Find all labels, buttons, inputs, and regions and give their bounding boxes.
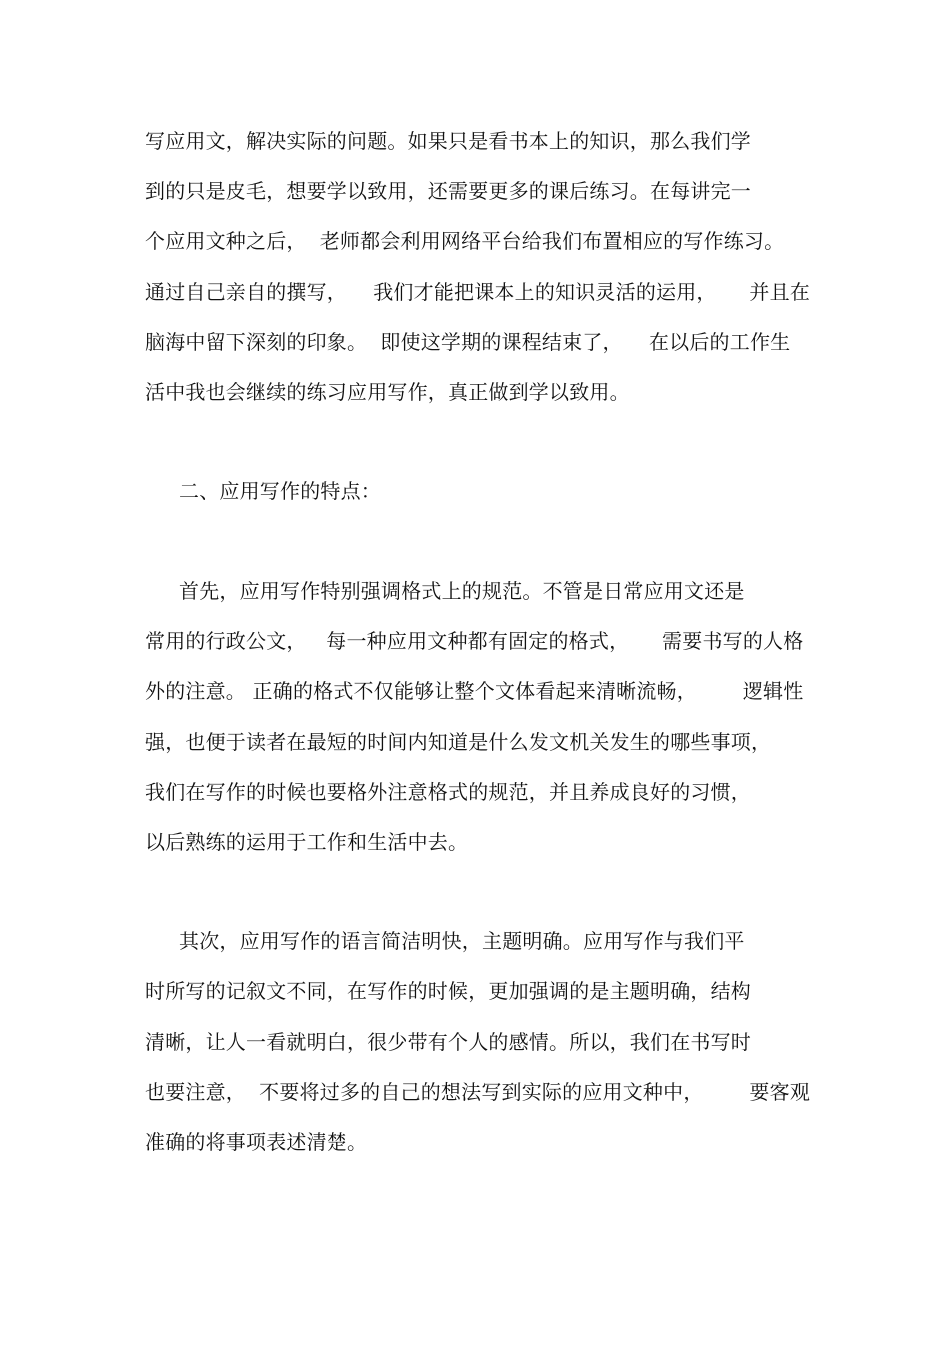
paragraph-1-line-6: 活中我也会继续的练习应用写作，真正做到学以致用。 <box>145 380 630 404</box>
paragraph-2-line-2: 常用的行政公文， 每一种应用文种都有固定的格式， 需要书写的人格 <box>145 629 804 653</box>
paragraph-1-line-3: 个应用文种之后， 老师都会利用网络平台给我们布置相应的写作练习。 <box>145 229 785 253</box>
paragraph-2-line-5: 我们在写作的时候也要格外注意格式的规范，并且养成良好的习惯， <box>145 780 751 804</box>
paragraph-2-line-6: 以后熟练的运用于工作和生活中去。 <box>145 830 469 854</box>
paragraph-2-line-1: 首先，应用写作特别强调格式上的规范。不管是日常应用文还是 <box>179 579 745 603</box>
paragraph-3-line-4: 也要注意， 不要将过多的自己的想法写到实际的应用文种中， 要客观 <box>145 1080 811 1104</box>
paragraph-1-line-2: 到的只是皮毛，想要学以致用，还需要更多的课后练习。在每讲完一 <box>145 179 751 203</box>
paragraph-2-line-3: 外的注意。 正确的格式不仅能够让整个文体看起来清晰流畅， 逻辑性 <box>145 679 804 703</box>
paragraph-3-line-2: 时所写的记叙文不同，在写作的时候，更加强调的是主题明确，结构 <box>145 979 751 1003</box>
paragraph-1-line-5: 脑海中留下深刻的印象。 即使这学期的课程结束了， 在以后的工作生 <box>145 330 791 354</box>
paragraph-1-line-1: 写应用文，解决实际的问题。如果只是看书本上的知识，那么我们学 <box>145 129 751 153</box>
section-heading: 二、应用写作的特点： <box>179 479 381 503</box>
paragraph-3-line-3: 清晰，让人一看就明白，很少带有个人的感情。所以，我们在书写时 <box>145 1030 751 1054</box>
paragraph-1-line-4: 通过自己亲自的撰写， 我们才能把课本上的知识灵活的运用， 并且在 <box>145 280 811 304</box>
paragraph-3-line-1: 其次，应用写作的语言简洁明快，主题明确。应用写作与我们平 <box>179 929 745 953</box>
paragraph-3-line-5: 准确的将事项表述清楚。 <box>145 1130 368 1154</box>
paragraph-2-line-4: 强，也便于读者在最短的时间内知道是什么发文机关发生的哪些事项， <box>145 730 772 754</box>
